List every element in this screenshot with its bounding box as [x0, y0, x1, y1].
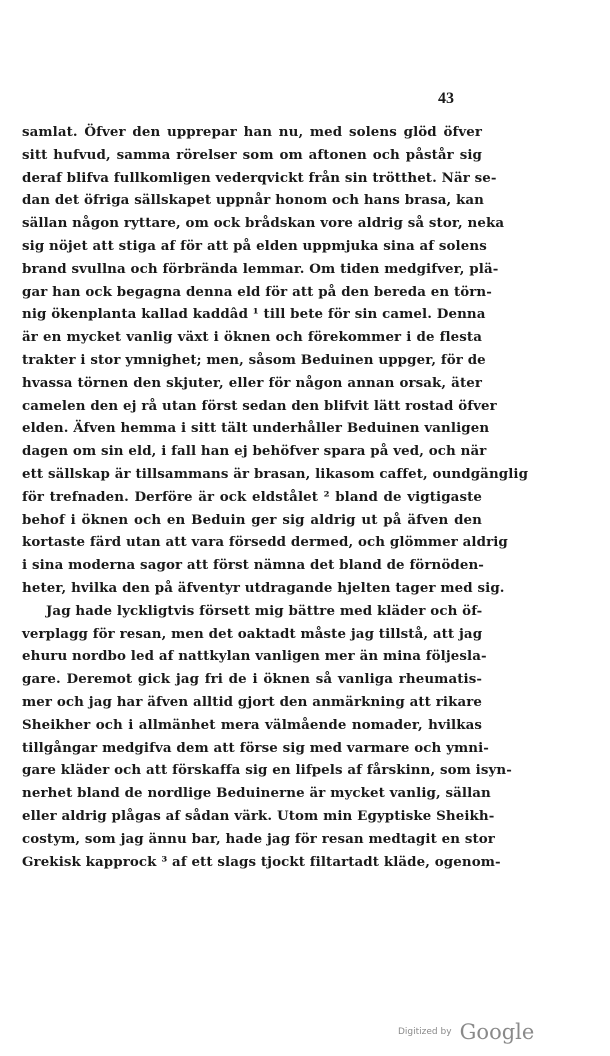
digitized-by-label: Digitized by [398, 1027, 452, 1037]
text-line: är en mycket vanlig växt i öknen och förekommer i de flesta [22, 329, 482, 346]
text-line: heter, hvilka den på äfventyr utdragande hjelten tager med sig. [22, 579, 505, 596]
paragraph [22, 121, 529, 600]
body-text [22, 121, 529, 873]
text-line: sitt hufvud, samma rörelser som om aftonen och påstår sig [22, 146, 482, 163]
text-line: elden. Äfven hemma i sitt tält underhåller Beduinen vanligen [22, 420, 490, 437]
text-line: costym, som jag ännu bar, hade jag för resan medtagit en stor [22, 830, 495, 847]
text-line: verplagg för resan, men det oaktadt måste jag tillstå, att jag [22, 625, 483, 642]
page-number: 43 [438, 90, 454, 107]
digitization-watermark [398, 1020, 534, 1044]
text-line: ett sällskap är tillsammans är brasan, likasom caffet, oundgänglig [22, 465, 529, 482]
text-line: behof i öknen och en Beduin ger sig aldrig ut på äfven den [22, 511, 482, 528]
text-line: Grekisk kapprock ³ af ett slags tjockt filtartadt kläde, ogenom- [22, 853, 501, 870]
google-logo: Google [459, 1020, 535, 1044]
text-line: Jag hade lyckligtvis försett mig bättre med kläder och öf- [46, 602, 483, 619]
text-line: sig nöjet att stiga af för att på elden uppmjuka sina af solens [22, 237, 487, 254]
text-line: mer och jag har äfven alltid gjort den anmärkning att rikare [22, 693, 482, 710]
text-line: brand svullna och förbrända lemmar. Om tiden medgifver, plä- [22, 260, 499, 277]
text-line: gare kläder och att förskaffa sig en lifpels af fårskinn, som isyn- [22, 762, 512, 779]
text-line: eller aldrig plågas af sådan värk. Utom min Egyptiske Sheikh- [22, 807, 495, 824]
text-line: camelen den ej rå utan först sedan den blifvit lätt rostad öfver [22, 397, 497, 414]
text-line: dagen om sin eld, i fall han ej behöfver spara på ved, och när [22, 443, 487, 460]
text-line: deraf blifva fullkomligen vederqvickt från sin trötthet. När se- [22, 169, 497, 186]
text-line: tillgångar medgifva dem att förse sig med varmare och ymni- [22, 739, 489, 756]
text-line: för trefnaden. Derföre är ock eldstålet ² bland de vigtigaste [22, 488, 482, 505]
text-line: nig ökenplanta kallad kaddâd ¹ till bete för sin camel. Denna [22, 306, 486, 323]
text-line: ehuru nordbo led af nattkylan vanligen mer än mina följesla- [22, 648, 487, 665]
text-line: nerhet bland de nordlige Beduinerne är mycket vanlig, sällan [22, 785, 491, 802]
text-line: trakter i stor ymnighet; men, såsom Beduinen uppger, för de [22, 351, 486, 368]
paragraph [22, 600, 512, 874]
text-line: hvassa törnen den skjuter, eller för någon annan orsak, äter [22, 374, 482, 391]
text-line: kortaste färd utan att vara försedd dermed, och glömmer aldrig [22, 534, 508, 551]
text-line: dan det öfriga sällskapet uppnår honom och hans brasa, kan [22, 192, 485, 209]
text-line: i sina moderna sagor att först nämna det bland de förnöden- [22, 557, 484, 574]
text-line: gar han ock begagna denna eld för att på den bereda en törn- [22, 283, 492, 300]
text-line: samlat. Öfver den upprepar han nu, med solens glöd öfver [22, 124, 482, 140]
text-line: Sheikher och i allmänhet mera välmående nomader, hvilkas [22, 716, 482, 733]
text-line: gare. Deremot gick jag fri de i öknen så vanliga rheumatis- [22, 671, 482, 688]
text-line: sällan någon ryttare, om ock brådskan vore aldrig så stor, neka [22, 215, 505, 232]
